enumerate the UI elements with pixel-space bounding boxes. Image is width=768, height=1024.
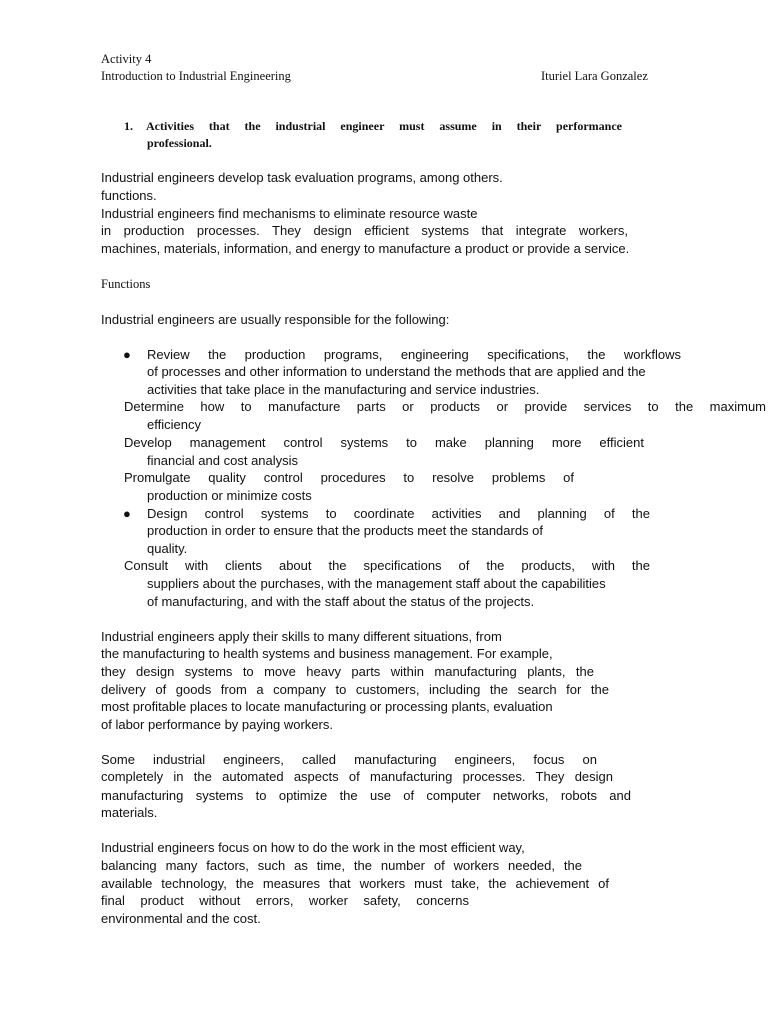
intro-line-1: Industrial engineers develop task evaluation programs, among others. [101, 170, 503, 185]
para-3-line-1: Some industrial engineers, called manufacturing engineers, focus on [101, 752, 597, 767]
para-4-line-2: balancing many factors, such as time, the number of workers needed, the [101, 858, 582, 873]
para-2-line-3: they design systems to move heavy parts within manufacturing plants, the [101, 664, 594, 679]
item-3-line-2: financial and cost analysis [147, 453, 299, 468]
item-2-line-1: Determine how to manufacture parts or products or provide services to the maximum [124, 399, 766, 414]
para-2-line-4: delivery of goods from a company to customers, including the search for the [101, 682, 609, 697]
item-2-line-2: efficiency [147, 417, 201, 432]
question-text-line-1: Activities that the industrial engineer must assume in their performance [146, 119, 622, 133]
bullet-icon: ● [123, 347, 131, 362]
para-2-line-1: Industrial engineers apply their skills to many different situations, from [101, 629, 502, 644]
para-3-line-2: completely in the automated aspects of manufacturing processes. They design [101, 769, 613, 784]
item-5-line-3: quality. [147, 541, 188, 556]
item-5-line-1: Design control systems to coordinate activities and planning of the [147, 506, 650, 521]
item-1-line-3: activities that take place in the manufacturing and service industries. [147, 382, 540, 397]
question-text-line-2: professional. [147, 136, 212, 150]
intro-line-3: Industrial engineers find mechanisms to eliminate resource waste [101, 206, 478, 221]
bullet-icon: ● [123, 506, 131, 521]
functions-heading: Functions [101, 277, 151, 291]
item-6-line-2: suppliers about the purchases, with the management staff about the capabilities [147, 576, 606, 591]
item-1-line-2: of processes and other information to understand the methods that are applied and the [147, 364, 646, 379]
item-3-line-1: Develop management control systems to make planning more efficient [124, 435, 644, 450]
item-4-line-1: Promulgate quality control procedures to resolve problems of [124, 470, 574, 485]
intro-line-5: machines, materials, information, and energy to manufacture a product or provide a service. [101, 241, 630, 256]
intro-line-4: in production processes. They design efficient systems that integrate workers, [101, 223, 628, 238]
para-4-line-3: available technology, the measures that workers must take, the achievement of [101, 876, 609, 891]
para-4-line-1: Industrial engineers focus on how to do the work in the most efficient way, [101, 840, 525, 855]
author-name: Ituriel Lara Gonzalez [541, 69, 648, 83]
responsible-line: Industrial engineers are usually responsible for the following: [101, 312, 450, 327]
para-2-line-6: of labor performance by paying workers. [101, 717, 333, 732]
item-6-line-1: Consult with clients about the specifications of the products, with the [124, 558, 650, 573]
item-1-line-1: Review the production programs, engineering specifications, the workflows [147, 347, 681, 362]
item-4-line-2: production or minimize costs [147, 488, 312, 503]
para-4-line-4: final product without errors, worker safety, concerns [101, 893, 469, 908]
item-6-line-3: of manufacturing, and with the staff about the status of the projects. [147, 594, 535, 609]
item-5-line-2: production in order to ensure that the products meet the standards of [147, 523, 544, 538]
activity-label: Activity 4 [101, 52, 152, 66]
question-number: 1. [124, 119, 133, 133]
intro-line-2: functions. [101, 188, 157, 203]
para-4-line-5: environmental and the cost. [101, 911, 261, 926]
para-3-line-3: manufacturing systems to optimize the use of computer networks, robots and [101, 788, 631, 803]
para-2-line-5: most profitable places to locate manufacturing or processing plants, evaluation [101, 699, 553, 714]
para-3-line-4: materials. [101, 805, 158, 820]
para-2-line-2: the manufacturing to health systems and business management. For example, [101, 646, 553, 661]
course-title: Introduction to Industrial Engineering [101, 69, 291, 83]
